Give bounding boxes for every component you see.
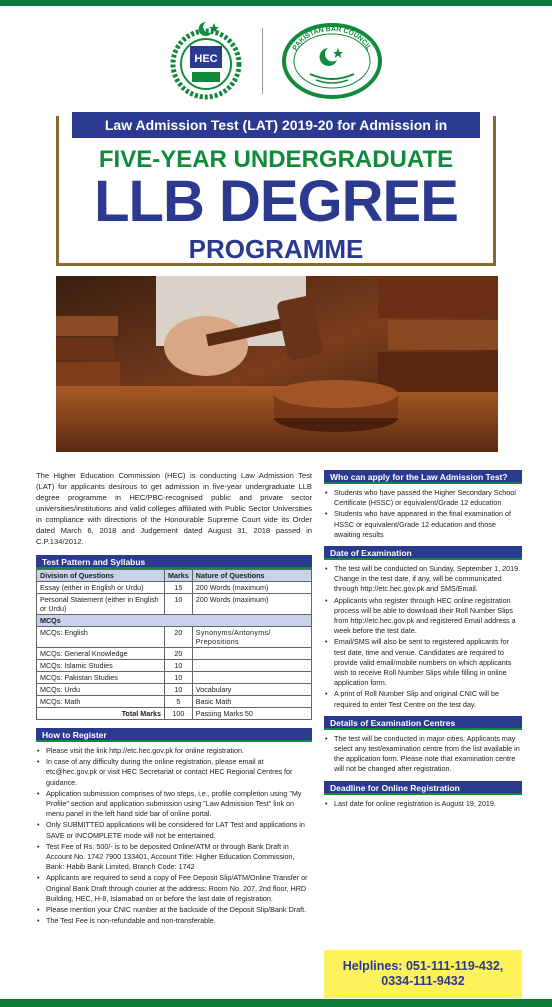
exam-centres-heading: Details of Examination Centres [324,716,522,730]
cell-marks: 15 [165,582,193,594]
col-header-division: Division of Questions [37,570,165,582]
cell-division: MCQs: Islamic Studies [37,660,165,672]
cell-marks: 10 [165,594,193,615]
pbc-logo-text: PAKISTAN BAR COUNCIL [291,25,373,52]
cell-marks: 20 [165,627,193,648]
table-row [37,594,312,615]
title-line-2: LLB DEGREE [94,169,458,234]
logo-row [0,14,552,110]
pakistan-bar-council-logo [280,20,384,102]
banner-title: Law Admission Test (LAT) 2019-20 for Admission in [72,112,480,138]
list-item: • Students who have appeared in the final examination of HSSC or equivalent/Grade 12 education and those awaiting results [324,509,522,540]
table-row [37,627,312,648]
cell-division: Essay (either in English or Urdu) [37,582,165,594]
col-header-marks: Marks [165,570,193,582]
list-item: • Applicants are required to send a copy of Fee Deposit Slip/ATM/Online Transfer or Original Bank Draft through courier at the address: Room No. 207, 2nd floor, HRD Building, HEC, H-8, Islamabad on or before the last date of registration. [36,873,312,904]
cell-division: MCQs: English [37,627,165,648]
cell-nature: Vocabulary [192,684,311,696]
table-row [37,684,312,696]
list-item: • Please mention your CNIC number at the backside of the Deposit Slip/Bank Draft. [36,905,312,915]
list-item: • Email/SMS will also be sent to registered applicants for test date, time and venue. Candidates are required to provide valid email/mobile numbers on which applicants wish to receive Roll Number Slips while filling in online application form. [324,637,522,688]
col-header-nature: Nature of Questions [192,570,311,582]
table-row [37,648,312,660]
table-row [37,672,312,684]
table-row [37,696,312,708]
cell-marks: 10 [165,684,193,696]
hec-logo-text: HEC [194,53,218,65]
logo-divider [262,28,263,94]
top-green-bar [0,0,552,6]
helpline-box [324,950,522,998]
passing-marks: Passing Marks 50 [192,708,311,720]
left-column [36,470,312,927]
cell-division: MCQs: Urdu [37,684,165,696]
total-label: Total Marks [37,708,165,720]
how-to-register-heading: How to Register [36,728,312,742]
table-header-row [37,570,312,582]
mcq-subheader: MCQs [37,615,312,627]
how-to-register-list [36,746,312,926]
hec-logo [168,18,244,106]
deadline-list [324,799,522,809]
helpline-line-2: 0334-111-9432 [381,974,465,988]
bottom-green-bar [0,999,552,1007]
list-item: • Application submission comprises of two steps, i.e., profile completion using "My Profile" section and application submission using "Law Admission Test" link on menu panel in the left hand side bar of online portal. [36,789,312,820]
list-item: • A print of Roll Number Slip and original CNIC will be required to enter Test Centre on the test day. [324,689,522,709]
table-row [37,660,312,672]
helpline-line-1: Helplines: 051-111-119-432, [342,959,504,973]
list-item: • Test Fee of Rs. 500/- is to be deposited Online/ATM or through Bank Draft in Account No. 1742 7900 133401, Account Title: Higher Education Commission, Bank: Habib Bank Limited, Branch Code: 1742 [36,842,312,873]
mcq-subheader-row [37,615,312,627]
list-item: • Please visit the link http://etc.hec.gov.pk for online registration. [36,746,312,756]
cell-nature: 200 Words (maximum) [192,582,311,594]
cell-marks: 10 [165,660,193,672]
title-line-1: FIVE-YEAR UNDERGRADUATE [98,146,454,173]
cell-division: MCQs: General Knowledge [37,648,165,660]
cell-nature: Synonyms/Antonyms/ Prepositions [192,627,311,648]
date-of-exam-list [324,564,522,710]
cell-nature [192,672,311,684]
list-item: • The test will be conducted in major cities. Applicants may select any test/examination centre from the list available in the application form. Please note that examination centre will not be changed after registration. [324,734,522,775]
cell-nature: 200 Words (maximum) [192,594,311,615]
list-item: • Students who have passed the Higher Secondary School Certificate (HSSC) or equivalent/Grade 12 education [324,488,522,508]
cell-nature [192,660,311,672]
gavel-photo [56,276,498,452]
date-of-exam-heading: Date of Examination [324,546,522,560]
cell-marks: 5 [165,696,193,708]
cell-nature: Basic Math [192,696,311,708]
exam-centres-list [324,734,522,775]
list-item: • Last date for online registration is August 19, 2019. [324,799,522,809]
test-pattern-heading: Test Pattern and Syllabus [36,555,312,569]
cell-nature [192,648,311,660]
who-can-apply-heading: Who can apply for the Law Admission Test? [324,470,522,484]
cell-division: Personal Statement (either in English or Urdu) [37,594,165,615]
total-row [37,708,312,720]
title-line-3: PROGRAMME [188,234,364,264]
total-marks: 100 [165,708,193,720]
list-item: • The Test Fee is non-refundable and non-transferable. [36,916,312,926]
deadline-heading: Deadline for Online Registration [324,781,522,795]
cell-marks: 10 [165,672,193,684]
list-item: • The test will be conducted on Sunday, September 1, 2019. Change in the test date, if any, will be communicated through http://etc.hec.gov.pk and SMS/Email. [324,564,522,595]
cell-marks: 20 [165,648,193,660]
list-item: • Only SUBMITTED applications will be considered for LAT Test and applications in SAVE or INCOMPLETE mode will not be entertained. [36,820,312,840]
who-can-apply-list [324,488,522,540]
list-item: • Applicants who register through HEC online registration process will be able to download their Roll Number Slips from http://etc.hec.gov.pk and registered Email address a week before the test date. [324,596,522,637]
list-item: • In case of any difficulty during the online registration, please email at etc@hec.gov.pk or visit HEC Secretariat or contact HEC Regional Centres for guidance. [36,757,312,788]
test-pattern-table [36,569,312,720]
right-column [324,470,522,810]
cell-division: MCQs: Pakistan Studies [37,672,165,684]
table-row [37,582,312,594]
intro-paragraph: The Higher Education Commission (HEC) is conducting Law Admission Test (LAT) for applicants desirous to get admission in five-year undergraduate LLB degree programme in HEC/PBC-recognised public and private sector universities/institutions and valid colleges affiliated with Public Sector Universities in compliance with directions of the Honourable Supreme Court vide its Order dated March 6, 2018 and Judgement dated August 31, 2018 passed in C.P.134/2012. [36,471,312,546]
cell-division: MCQs: Math [37,696,165,708]
